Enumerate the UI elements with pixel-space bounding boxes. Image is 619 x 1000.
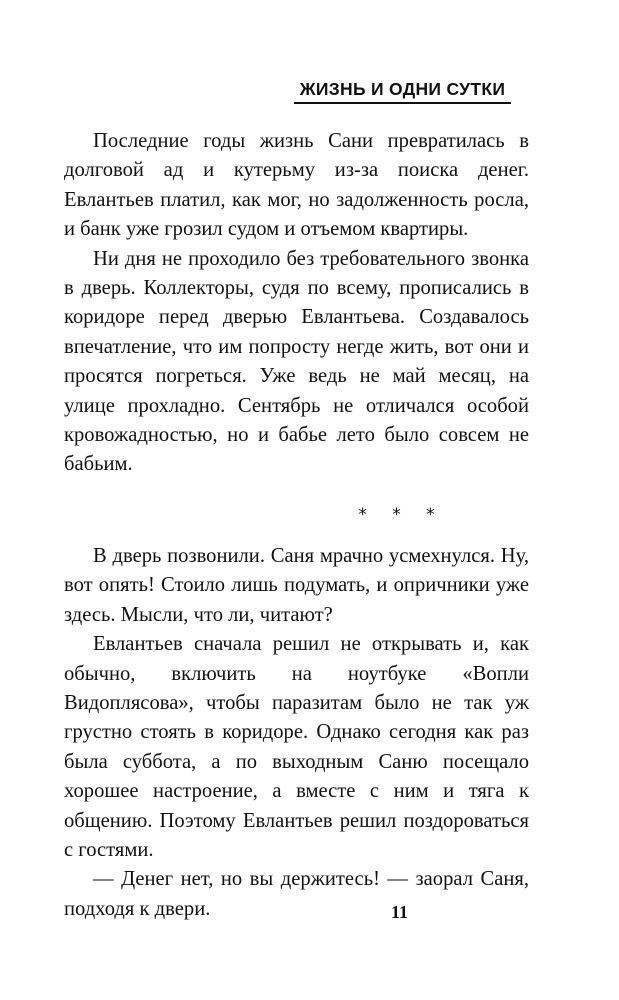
text-section-2 bbox=[64, 542, 529, 924]
running-head-container bbox=[0, 79, 619, 104]
section-separator: * * * bbox=[358, 505, 445, 525]
paragraph: Ни дня не проходило без требовательного звонка в дверь. Коллекторы, судя по всему, прописались в коридоре перед дверью Евлантьева. Создавалось впечатление, что им попросту негде жить, вот они и просятся погреться. Уже ведь не май месяц, на улице прохладно. Сентябрь не отличался особой кровожадностью, но и бабье лето было совсем не бабьим. bbox=[64, 247, 529, 476]
page-number: 11 bbox=[390, 902, 408, 922]
text-section-1 bbox=[64, 127, 529, 480]
paragraph: В дверь позвонили. Саня мрачно усмехнулся. Ну, вот опять! Стоило лишь подумать, и опричники уже здесь. Мысли, что ли, читают? bbox=[64, 545, 529, 626]
paragraph: — Денег нет, но вы держитесь! — заорал Саня, подходя к двери. bbox=[64, 868, 529, 920]
paragraph: Евлантьев сначала решил не открывать и, как обычно, включить на ноутбуке «Вопли Видоплясова», чтобы паразитам было не так уж грустно стоять в коридоре. Однако сегодня как раз была суббота, а по выходным Саню посещало хорошее настроение, а вместе с ним и тяга к общению. Поэтому Евлантьев решил поздороваться с гостями. bbox=[64, 633, 529, 862]
paragraph: Последние годы жизнь Сани превратилась в долговой ад и кутерьму из-за поиска денег. Евлантьев платил, как мог, но задолженность росла, и банк уже грозил судом и отъемом квартиры. bbox=[64, 130, 529, 241]
running-head-title: ЖИЗНЬ И ОДНИ СУТКИ bbox=[294, 79, 511, 104]
